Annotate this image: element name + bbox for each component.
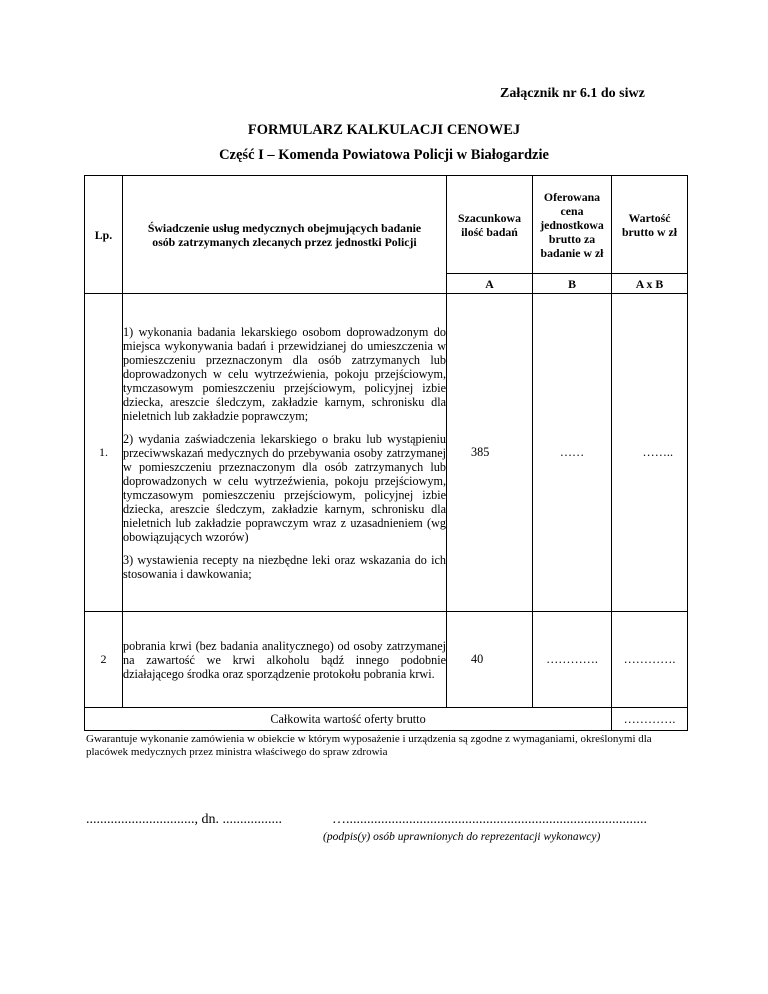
header-price: Oferowana cena jednostkowa brutto za badanie w zł — [533, 176, 612, 274]
table-header-row — [85, 176, 688, 274]
place-date-field: ..............................., dn. ................. — [86, 812, 282, 827]
header-value: Wartość brutto w zł — [612, 176, 688, 274]
row-description — [123, 612, 447, 708]
service-item-3: 3) wystawienia recepty na niezbędne leki oraz wskazania do ich stosowania i dawkowania; — [123, 552, 446, 581]
header-quantity: Szacunkowa ilość badań — [447, 176, 533, 274]
row-lp: 1. — [85, 294, 123, 612]
table-row — [85, 612, 688, 708]
header-letter-axb: A x B — [612, 274, 688, 294]
header-lp: Lp. — [85, 176, 123, 294]
row-quantity: 385 — [447, 294, 533, 612]
row-quantity: 40 — [447, 612, 533, 708]
row-description — [123, 294, 447, 612]
row-value: …………. — [612, 612, 688, 708]
row-value: …….. — [612, 294, 688, 612]
service-item-1: 1) wykonania badania lekarskiego osobom doprowadzonym do miejsca wykonywania badań i przewidzianej do umieszczenia w pomieszczeniu przeznaczonym dla osób zatrzymanych lub doprowadzonych w celu wytrzeźwienia, pokoju przejściowym, tymczasowym pomieszczeniu przejściowym, policyjnej izbie dziecka, areszcie śledczym, zakładzie karnym, schronisku dla nieletnich lub zakładzie poprawczym; — [123, 324, 446, 423]
price-calculation-table — [84, 175, 688, 731]
header-service: Świadczenie usług medycznych obejmujących badanie osób zatrzymanych zlecanych przez jednostki Policji — [123, 176, 447, 294]
total-value: …………. — [612, 708, 688, 731]
row-price: …… — [533, 294, 612, 612]
total-label: Całkowita wartość oferty brutto — [85, 708, 612, 731]
row-price: …………. — [533, 612, 612, 708]
signature-caption: (podpis(y) osób uprawnionych do reprezentacji wykonawcy) — [323, 831, 601, 843]
header-letter-b: B — [533, 274, 612, 294]
signature-area — [86, 812, 647, 828]
header-letter-a: A — [447, 274, 533, 294]
attachment-label: Załącznik nr 6.1 do siwz — [500, 86, 645, 101]
row-lp: 2 — [85, 612, 123, 708]
guarantee-statement: Gwarantuje wykonanie zamówienia w obiekcie w którym wyposażenie i urządzenia są zgodne z wymaganiami, określonymi dla placówek medycznych przez ministra właściwego do spraw zdrowia — [86, 733, 652, 758]
form-subtitle: Część I – Komenda Powiatowa Policji w Białogardzie — [219, 147, 549, 163]
service-item-1: pobrania krwi (bez badania analitycznego) od osoby zatrzymanej na zawartość we krwi alkoholu bądź innego podobnie działającego środka oraz sporządzenie protokołu pobrania krwi. — [123, 638, 446, 681]
total-row — [85, 708, 688, 731]
table-row — [85, 294, 688, 612]
form-title: FORMULARZ KALKULACJI CENOWEJ — [247, 122, 521, 138]
signature-line: …...................................................................................... — [332, 812, 647, 827]
service-item-2: 2) wydania zaświadczenia lekarskiego o braku lub wystąpieniu przeciwwskazań medycznych do przebywania osoby zatrzymanej w pomieszczeniu przeznaczonym dla osób zatrzymanych lub doprowadzonych w celu wytrzeźwienia, pokoju przejściowym, tymczasowym pomieszczeniu przejściowym, policyjnej izbie dziecka, areszcie śledczym, zakładzie karnym, schronisku dla nieletnich lub zakładzie poprawczym wraz z uzasadnieniem (wg obowiązujących wzorów) — [123, 431, 446, 544]
